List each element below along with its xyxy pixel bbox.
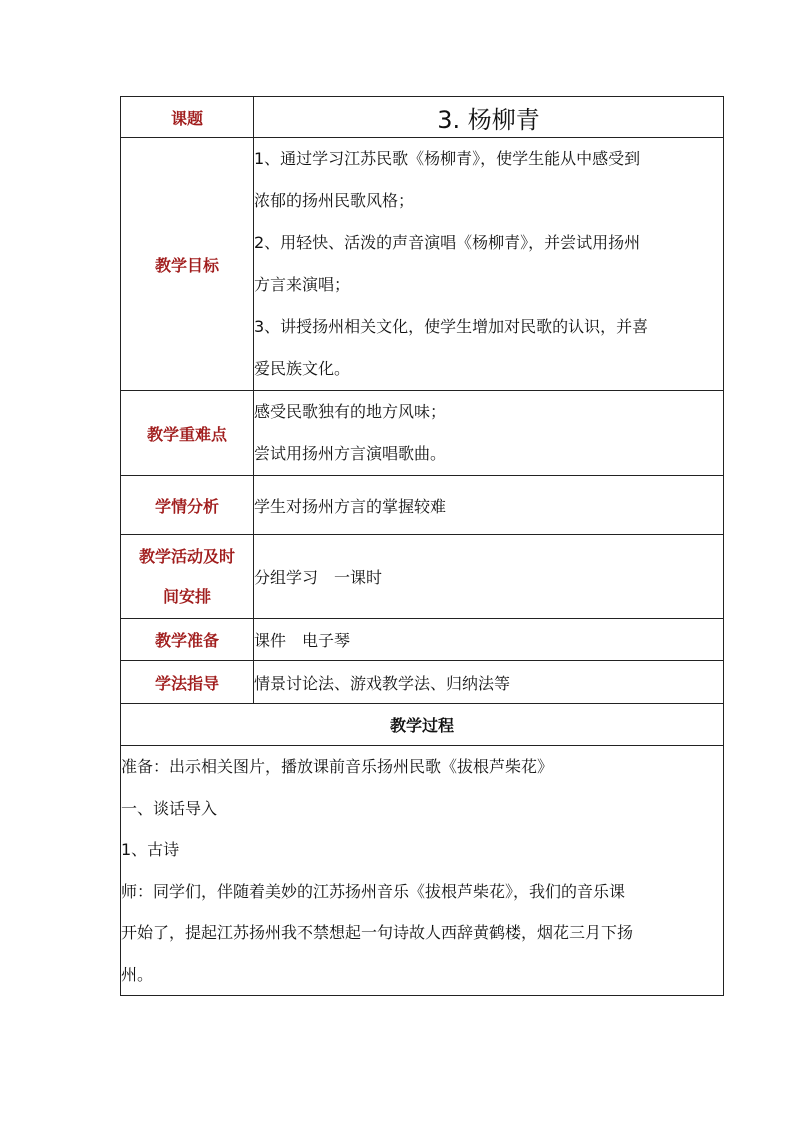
key-point-line: 感受民歌独有的地方风味； (254, 402, 447, 421)
method-row (121, 661, 724, 704)
activities-content: 分组学习 一课时 (254, 535, 724, 619)
key-points-row (121, 391, 724, 476)
process-line: 一、谈话导入 (121, 798, 218, 818)
method-content: 情景讨论法、游戏教学法、归纳法等 (254, 661, 724, 704)
objective-line: 3、讲授扬州相关文化，使学生增加对民歌的认识，并喜 (254, 317, 649, 336)
lesson-title: 3. 杨柳青 (254, 97, 724, 138)
process-line: 州。 (121, 964, 154, 984)
process-line: 师：同学们，伴随着美妙的江苏扬州音乐《拔根芦柴花》，我们的音乐课 (121, 881, 626, 901)
activities-label (121, 535, 254, 619)
objective-line: 2、用轻快、活泼的声音演唱《杨柳青》，并尝试用扬州 (254, 233, 641, 252)
process-line: 开始了，提起江苏扬州我不禁想起一句诗故人西辞黄鹤楼，烟花三月下扬 (121, 923, 634, 942)
process-content-row (121, 746, 724, 996)
objective-line: 爱民族文化。 (254, 359, 351, 378)
objectives-row (121, 138, 724, 391)
key-points-content (254, 391, 724, 476)
objectives-label: 教学目标 (121, 138, 254, 391)
preparation-label: 教学准备 (121, 619, 254, 661)
process-line: 1、古诗 (121, 840, 180, 859)
analysis-content: 学生对扬州方言的掌握较难 (254, 476, 724, 535)
objective-line: 浓郁的扬州民歌风格； (254, 191, 415, 210)
analysis-label: 学情分析 (121, 476, 254, 535)
title-row (121, 97, 724, 138)
objective-line: 1、通过学习江苏民歌《杨柳青》，使学生能从中感受到 (254, 149, 641, 168)
method-label: 学法指导 (121, 661, 254, 704)
key-point-line: 尝试用扬州方言演唱歌曲。 (254, 444, 447, 463)
process-content (121, 746, 724, 996)
activities-label-line: 间安排 (162, 586, 211, 606)
title-label: 课题 (121, 97, 254, 138)
key-points-label: 教学重难点 (121, 391, 254, 476)
preparation-row (121, 619, 724, 661)
process-heading-row (121, 704, 724, 746)
preparation-content: 课件 电子琴 (254, 619, 724, 661)
activities-row (121, 535, 724, 619)
objective-line: 方言来演唱； (254, 275, 351, 294)
activities-label-line: 教学活动及时 (138, 546, 235, 566)
objectives-content (254, 138, 724, 391)
process-heading: 教学过程 (121, 704, 724, 746)
lesson-plan-table (120, 96, 724, 996)
analysis-row (121, 476, 724, 535)
process-line: 准备：出示相关图片，播放课前音乐扬州民歌《拔根芦柴花》 (121, 757, 554, 776)
